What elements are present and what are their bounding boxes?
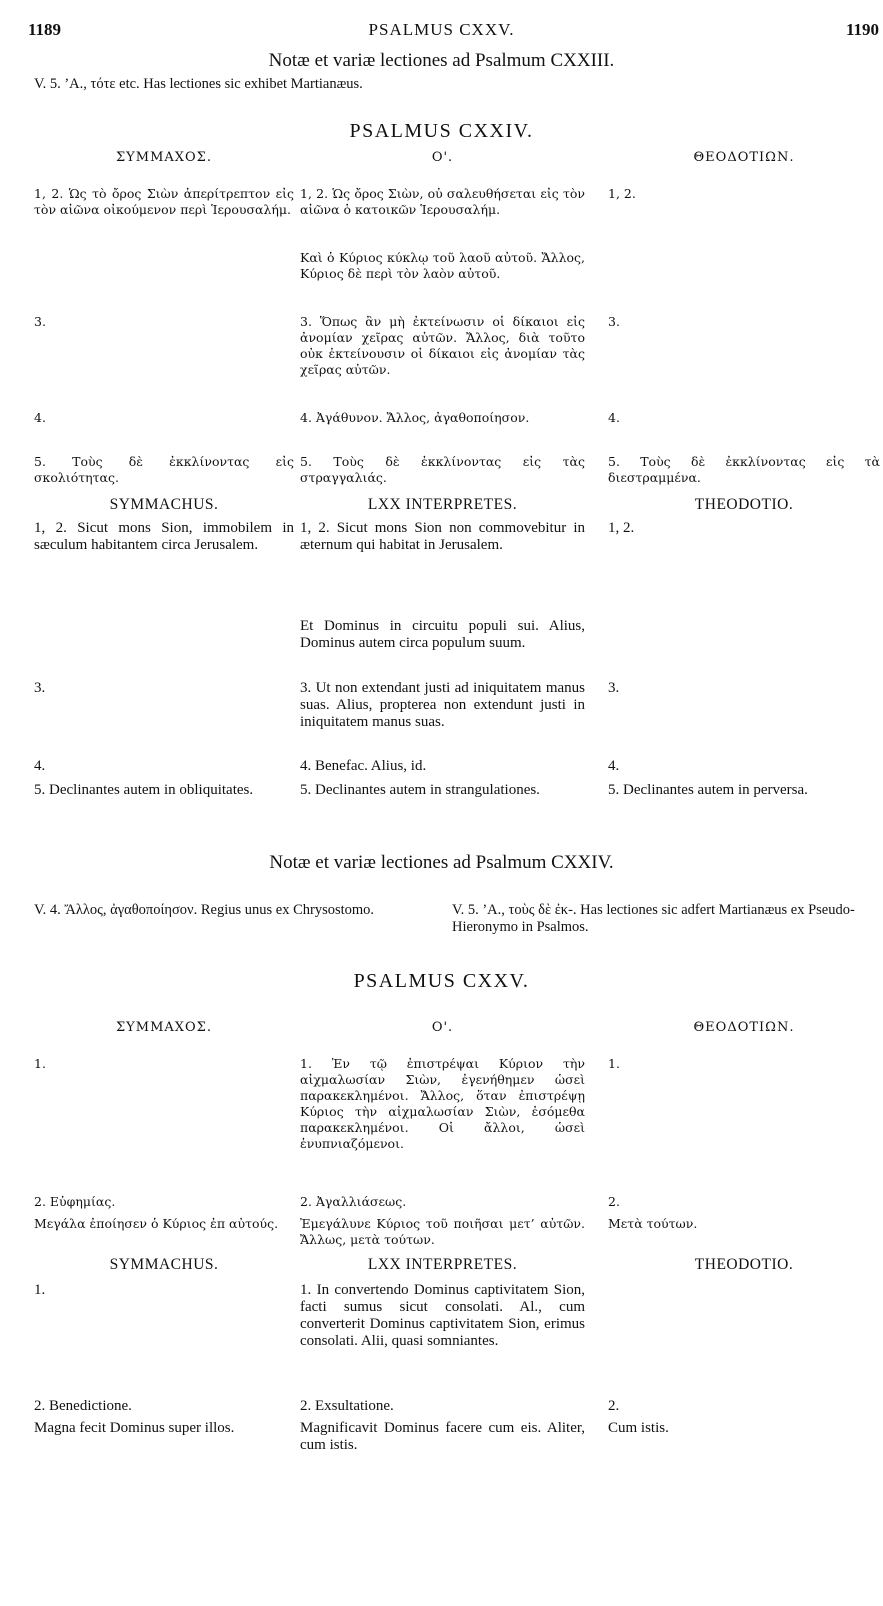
verse-text: 1. [34,1282,46,1298]
verse-text: 5. Declinantes autem in perversa. [608,782,808,798]
verse-text: 2. Ἀγαλλιάσεως. [300,1194,407,1209]
header-symmachus-greek-125: ΣΥΜΜΑΧΟΣ. [115,1020,213,1035]
verse-text: Μετὰ τούτων. [608,1216,698,1231]
header-theodotion-greek-125: ΘΕΟΔΟΤΙΩΝ. [693,1020,795,1035]
verse-text: 1. Ἐν τῷ ἐπιστρέψαι Κύριον τὴν αἰχμαλωσίαν Σιὼν, ἐγενήθημεν ὡσεὶ παρακεκλημένοι. Ἄλλος, ὅταν ἐπιστρέψῃ Κύριος τὴν αἰχμαλωσίαν Σιὼν, ἐσόμεθα παρακεκλημένοι. Οἱ ἄλλοι, ὡσεὶ ἐνυπνιαζόμενοι. [300,1056,585,1151]
verse-text: 1. [608,1056,620,1071]
verse-text: Μεγάλα ἐποίησεν ὁ Κύριος ἐπ αὐτούς. [34,1216,279,1231]
notes-line-124-left: V. 4. Ἄλλος, ἀγαθοποίησον. Regius unus ex Chrysostomo. [34,902,375,918]
verse-text: 1. [34,1056,46,1071]
verse-text: 3. [34,680,46,696]
running-title: PSALMUS CXXV. [368,20,515,39]
page-number-right: 1190 [845,20,879,39]
verse-text: 5. Declinantes autem in obliquitates. [34,782,254,798]
verse-text: 1, 2. Ὡς τὸ ὄρος Σιὼν ἀπερίτρεπτον εἰς τὸν αἰῶνα οἰκούμενον περὶ Ἱερουσαλήμ. [34,186,294,217]
psalm-title-125: PSALMUS CXXV. [353,970,530,992]
verse-text: 3. Ὅπως ἂν μὴ ἐκτείνωσιν οἱ δίκαιοι εἰς ἀνομίαν χεῖρας αὐτῶν. Ἄλλος, διὰ τοῦτο οὐκ ἐκτείνουσιν οἱ δίκαιοι εἰς ἀνομίαν τὰς χεῖρας αὐτῶν. [300,314,585,377]
header-theodotio-latin-125: THEODOTIO. [694,1256,794,1273]
verse-text: 4. [608,410,620,425]
verse-text: 4. [34,758,46,774]
verse-text: Ἐμεγάλυνε Κύριος τοῦ ποιῆσαι μετ’ αὐτῶν. Ἄλλως, μετὰ τούτων. [300,1216,585,1247]
verse-text: 1, 2. [608,520,635,536]
verse-text: Et Dominus in circuitu populi sui. Alius, Dominus autem circa populum suum. [300,618,585,651]
notes-line-124-right: V. 5. ’A., τοὺς δὲ ἐκ-. Has lectiones sic adfert Martianæus ex Pseudo-Hieronymo in Psalmos. [452,902,855,935]
verse-text: Magnificavit Dominus facere cum eis. Aliter, cum istis. [300,1420,585,1453]
header-lxx-latin-125: LXX INTERPRETES. [367,1256,518,1273]
notes-title-124: Notæ et variæ lectiones ad Psalmum CXXIV. [269,852,614,873]
page-number-left: 1189 [28,20,62,39]
verse-text: 4. [608,758,620,774]
verse-text: 2. Εὐφημίας. [34,1194,116,1209]
header-lxx-greek-124: Ο'. [431,150,454,165]
verse-text: 5. Τοὺς δὲ ἐκκλίνοντας εἰς τὰς στραγγαλιάς. [300,454,585,485]
header-theodotio-latin-124: THEODOTIO. [694,496,794,513]
verse-text: Magna fecit Dominus super illos. [34,1420,235,1436]
verse-text: 1, 2. Sicut mons Sion, immobilem in sæculum habitantem circa Jerusalem. [34,520,294,553]
verse-text: 2. Benedictione. [34,1398,132,1414]
verse-text: 2. [608,1398,620,1414]
verse-text: 1, 2. [608,186,636,201]
verse-text: Καὶ ὁ Κύριος κύκλῳ τοῦ λαοῦ αὐτοῦ. Ἄλλος, Κύριος δὲ περὶ τὸν λαὸν αὐτοῦ. [300,250,585,281]
verse-text: 3. Ut non extendant justi ad iniquitatem manus suas. Alius, propterea non extendunt justi in iniquitatem manus suas. [300,680,585,730]
verse-text: 1, 2. Sicut mons Sion non commovebitur in æternum qui habitat in Jerusalem. [300,520,585,553]
header-symmachus-latin-124: SYMMACHUS. [109,496,219,513]
verse-text: 1, 2. Ὡς ὄρος Σιὼν, οὐ σαλευθήσεται εἰς τὸν αἰῶνα ὁ κατοικῶν Ἱερουσαλήμ. [300,186,585,217]
verse-text: 4. Ἀγάθυνον. Ἄλλος, ἀγαθοποίησον. [300,410,530,425]
verse-text: 2. [608,1194,620,1209]
verse-text: 5. Τοὺς δὲ ἐκκλίνοντας εἰς σκολιότητας. [34,454,294,485]
page-header [0,20,883,44]
header-theodotion-greek-124: ΘΕΟΔΟΤΙΩΝ. [693,150,795,165]
verse-text: 4. [34,410,46,425]
notes-line-123: V. 5. ’A., τότε etc. Has lectiones sic exhibet Martianæus. [34,76,363,92]
verse-text: 1. In convertendo Dominus captivitatem Sion, facti sumus sicut consolati. Al., cum converterit Dominus captivitatem Sion, erimus consolati. Alii, quasi somniantes. [300,1282,585,1349]
header-lxx-latin-124: LXX INTERPRETES. [367,496,518,513]
verse-text: 2. Exsultatione. [300,1398,394,1414]
verse-text: 3. [608,680,620,696]
verse-text: 3. [34,314,46,329]
header-symmachus-greek-124: ΣΥΜΜΑΧΟΣ. [115,150,213,165]
psalm-title-124: PSALMUS CXXIV. [349,120,534,142]
verse-text: 3. [608,314,620,329]
verse-text: 4. Benefac. Alius, id. [300,758,427,774]
notes-title-123: Notæ et variæ lectiones ad Psalmum CXXIII. [268,50,615,71]
header-lxx-greek-125: Ο'. [431,1020,454,1035]
header-symmachus-latin-125: SYMMACHUS. [109,1256,219,1273]
verse-text: 5. Τοὺς δὲ ἐκκλίνοντας εἰς τὰ διεστραμμένα. [608,454,880,485]
verse-text: 5. Declinantes autem in strangulationes. [300,782,540,798]
verse-text: Cum istis. [608,1420,669,1436]
